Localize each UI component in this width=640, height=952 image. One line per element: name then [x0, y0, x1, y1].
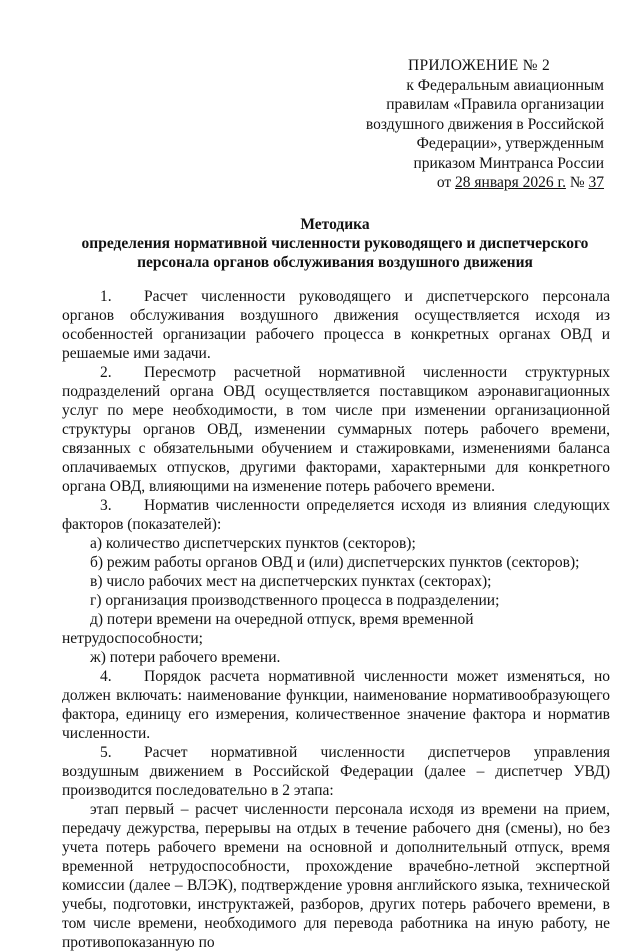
- paragraph-1: [62, 287, 610, 363]
- paragraph-number: 4.: [100, 668, 112, 685]
- title-line: определения нормативной численности руководящего и диспетчерского: [81, 235, 589, 252]
- order-number: 37: [588, 174, 604, 191]
- appendix-block: [354, 56, 604, 193]
- paragraph-number: 3.: [100, 497, 112, 514]
- paragraph-stage-one: этап первый – расчет численности персонала исходя из времени на прием, передачу дежурства, перерывы на отдых в течение рабочего дня (смены), но без учета потерь рабочего времени на основной и дополнительный отпуск, время временной нетрудоспособности, прохождение врачебно-летной экспертной комиссии (далее – ВЛЭК), подтверждение уровня английского языка, технической учебы, подготовки, инструктажей, разборов, других потерь рабочего времени, в том числе времени, необходимого для перевода работника на иную работу, не противопоказанную по: [62, 801, 610, 951]
- list-item: ж) потери рабочего времени.: [90, 649, 281, 666]
- paragraph-number: 5.: [100, 744, 112, 761]
- paragraph-number: 2.: [100, 364, 112, 381]
- appendix-heading: ПРИЛОЖЕНИЕ № 2: [408, 57, 551, 74]
- document-body: [62, 287, 610, 952]
- appendix-line: Федерации», утвержденным: [416, 135, 604, 152]
- paragraph-4: [62, 667, 610, 743]
- list-item: б) режим работы органов ОВД и (или) диспетчерских пунктов (секторов);: [90, 554, 580, 571]
- title-line: персонала органов обслуживания воздушного движения: [137, 254, 533, 271]
- paragraph-text: Расчет нормативной численности диспетчеров управления воздушным движением в Российской Федерации (далее – диспетчер УВД) производится последовательно в 2 этапа:: [62, 744, 610, 799]
- paragraph-text: Норматив численности определяется исходя из влияния следующих факторов (показателей):: [62, 497, 610, 533]
- paragraph-text: Расчет численности руководящего и диспетчерского персонала органов обслуживания воздушного движения осуществляется исходя из особенностей организации рабочего процесса в конкретных органах ОВД и решаемые ими задачи.: [62, 288, 610, 362]
- list-item: в) число рабочих мест на диспетчерских пунктах (секторах);: [90, 573, 492, 590]
- list-item: д) потери времени на очередной отпуск, время временной нетрудоспособности;: [62, 611, 474, 647]
- title-line: Методика: [300, 216, 370, 233]
- paragraph-3: [62, 496, 610, 534]
- appendix-line: правилам «Правила организации: [386, 96, 604, 113]
- appendix-line: приказом Минтранса России: [413, 154, 604, 172]
- list-item: г) организация производственного процесса в подразделении;: [90, 592, 500, 609]
- paragraph-text: Порядок расчета нормативной численности может изменяться, но должен включать: наименование функции, наименование нормативообразующего фактора, единицу его измерения, количественное значение фактора и норматив численности.: [62, 668, 610, 742]
- appendix-line: к Федеральным авиационным: [406, 76, 604, 94]
- order-date: 28 января 2026 г.: [455, 174, 566, 191]
- date-prefix: от: [436, 174, 456, 191]
- paragraph-text: Пересмотр расчетной нормативной численности структурных подразделений органа ОВД осуществляется поставщиком аэронавигационных услуг по мере необходимости, в том числе при изменении организационной структуры органов ОВД, изменении суммарных потерь рабочего времени, связанных с обязательными обучением и стажировками, изменениями баланса оплачиваемых отпусков, другими факторами, характерными для конкретного органа ОВД, влияющими на изменение потерь рабочего времени.: [62, 364, 610, 495]
- document-title: [40, 215, 630, 272]
- number-prefix: №: [565, 174, 589, 191]
- paragraph-number: 1.: [100, 288, 112, 305]
- paragraph-2: [62, 363, 610, 496]
- order-date-line: [354, 173, 604, 193]
- appendix-line: воздушного движения в Российской: [365, 115, 604, 133]
- list-item: а) количество диспетчерских пунктов (секторов);: [90, 535, 416, 552]
- paragraph-5: [62, 743, 610, 800]
